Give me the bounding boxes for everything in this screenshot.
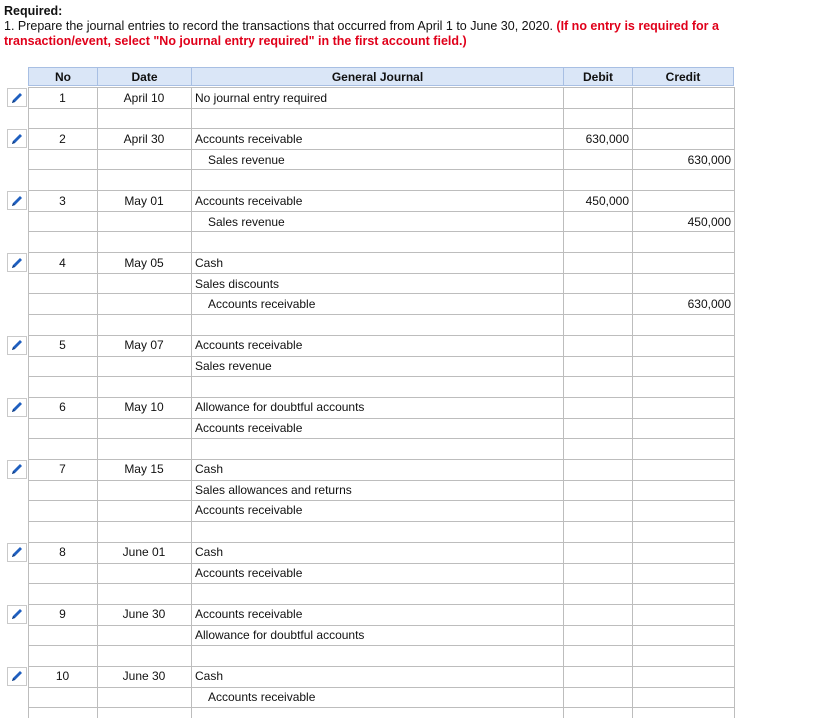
debit-amount: [563, 293, 632, 314]
instruction-text: 1. Prepare the journal entries to record the transactions that occurred from April 1 to June 30, 2020.: [4, 19, 553, 33]
entry-number: 6: [59, 400, 66, 415]
entry-date: May 05: [124, 255, 164, 270]
debit-amount: [563, 542, 632, 563]
journal-entry: [4, 666, 734, 718]
journal-entry: [4, 459, 734, 542]
entry-number: 9: [59, 607, 66, 621]
account-name: Sales revenue: [195, 359, 272, 374]
edit-entry-button[interactable]: [7, 129, 27, 148]
edit-entry-button[interactable]: [7, 191, 27, 210]
credit-amount: [632, 459, 734, 480]
debit-amount: [563, 625, 632, 646]
credit-amount: [632, 500, 734, 521]
credit-amount: [632, 542, 734, 563]
required-heading: Required:: [4, 4, 63, 18]
debit-amount: [563, 273, 632, 294]
entry-date: May 07: [124, 338, 164, 353]
journal-entry: [4, 542, 734, 604]
edit-entry-button[interactable]: [7, 543, 27, 562]
credit-amount: [632, 397, 734, 418]
credit-amount: [632, 356, 734, 377]
debit-amount: 630,000: [585, 131, 629, 146]
entry-date: May 10: [124, 400, 164, 415]
edit-entry-button[interactable]: [7, 253, 27, 272]
edit-entry-button[interactable]: [7, 460, 27, 479]
header-general-journal: General Journal: [191, 67, 564, 86]
account-name: Accounts receivable: [195, 131, 303, 146]
account-name: Accounts receivable: [195, 503, 303, 518]
account-name: Accounts receivable: [195, 421, 303, 436]
entry-number: 8: [59, 545, 66, 559]
account-name: Accounts receivable: [195, 193, 303, 208]
credit-amount: [632, 563, 734, 584]
credit-amount: [632, 687, 734, 708]
debit-amount: [563, 211, 632, 232]
account-name: Sales revenue: [208, 152, 285, 167]
pencil-icon: [10, 132, 24, 146]
instruction-note: (If no entry is required for a transaction/event, select "No journal entry required" in the first account field.): [4, 19, 719, 48]
entry-date: June 30: [122, 669, 166, 683]
entry-number: 1: [59, 90, 66, 105]
debit-amount: [563, 666, 632, 687]
account-name: Accounts receivable: [208, 296, 316, 311]
credit-amount: [632, 128, 734, 149]
account-name: Accounts receivable: [195, 338, 303, 353]
journal-entry: [4, 335, 734, 397]
credit-amount: 630,000: [687, 152, 731, 167]
debit-amount: [563, 149, 632, 170]
account-name: Cash: [195, 462, 224, 477]
debit-amount: [563, 687, 632, 708]
journal-entry: [4, 252, 734, 335]
header-credit: Credit: [632, 67, 734, 86]
entry-number: 3: [59, 193, 66, 208]
entry-date: April 30: [123, 131, 165, 146]
entry-date: April 10: [123, 90, 165, 105]
credit-amount: [632, 335, 734, 356]
account-name: Accounts receivable: [208, 690, 316, 704]
entry-number: 2: [59, 131, 66, 146]
journal-entry: [4, 87, 734, 128]
edit-entry-button[interactable]: [7, 667, 27, 686]
account-name: Accounts receivable: [195, 566, 303, 580]
pencil-icon: [10, 91, 24, 105]
credit-amount: [632, 87, 734, 108]
entry-date: May 01: [124, 193, 164, 208]
debit-amount: [563, 356, 632, 377]
header-no: No: [28, 67, 98, 86]
credit-amount: [632, 666, 734, 687]
account-name: Allowance for doubtful accounts: [195, 628, 365, 642]
edit-entry-button[interactable]: [7, 336, 27, 355]
debit-amount: [563, 335, 632, 356]
account-name: Sales discounts: [195, 276, 280, 291]
account-name: Sales allowances and returns: [195, 483, 352, 498]
credit-amount: [632, 273, 734, 294]
account-name: Accounts receivable: [195, 607, 303, 621]
account-name: Cash: [195, 255, 224, 270]
journal-entry: [4, 190, 734, 252]
account-name: No journal entry required: [195, 90, 328, 105]
requirement-block: [4, 4, 812, 49]
credit-amount: 450,000: [687, 214, 731, 229]
credit-amount: [632, 604, 734, 625]
pencil-icon: [10, 338, 24, 352]
credit-amount: 630,000: [687, 296, 731, 311]
pencil-icon: [10, 194, 24, 208]
credit-amount: [632, 480, 734, 501]
debit-amount: [563, 418, 632, 439]
edit-entry-button[interactable]: [7, 605, 27, 624]
debit-amount: [563, 604, 632, 625]
journal-entry: [4, 604, 734, 666]
pencil-icon: [10, 607, 24, 621]
debit-amount: [563, 563, 632, 584]
entry-number: 10: [55, 669, 70, 683]
debit-amount: [563, 87, 632, 108]
header-date: Date: [97, 67, 192, 86]
debit-amount: [563, 500, 632, 521]
pencil-icon: [10, 256, 24, 270]
header-debit: Debit: [563, 67, 633, 86]
debit-amount: [563, 480, 632, 501]
pencil-icon: [10, 669, 24, 683]
pencil-icon: [10, 400, 24, 414]
pencil-icon: [10, 545, 24, 559]
edit-entry-button[interactable]: [7, 88, 27, 107]
entry-number: 7: [59, 462, 66, 477]
pencil-icon: [10, 462, 24, 476]
account-name: Sales revenue: [208, 214, 285, 229]
credit-amount: [632, 252, 734, 273]
account-name: Cash: [195, 669, 224, 683]
entry-number: 5: [59, 338, 66, 353]
credit-amount: [632, 190, 734, 211]
debit-amount: [563, 397, 632, 418]
entry-date: June 30: [122, 607, 166, 621]
journal-entry: [4, 128, 734, 190]
credit-amount: [632, 418, 734, 439]
account-name: Allowance for doubtful accounts: [195, 400, 365, 415]
edit-entry-button[interactable]: [7, 398, 27, 417]
entry-number: 4: [59, 255, 66, 270]
entry-date: June 01: [122, 545, 166, 559]
credit-amount: [632, 625, 734, 646]
debit-amount: [563, 459, 632, 480]
debit-amount: 450,000: [585, 193, 629, 208]
account-name: Cash: [195, 545, 224, 559]
journal-entry: [4, 397, 734, 459]
entry-date: May 15: [124, 462, 164, 477]
debit-amount: [563, 252, 632, 273]
